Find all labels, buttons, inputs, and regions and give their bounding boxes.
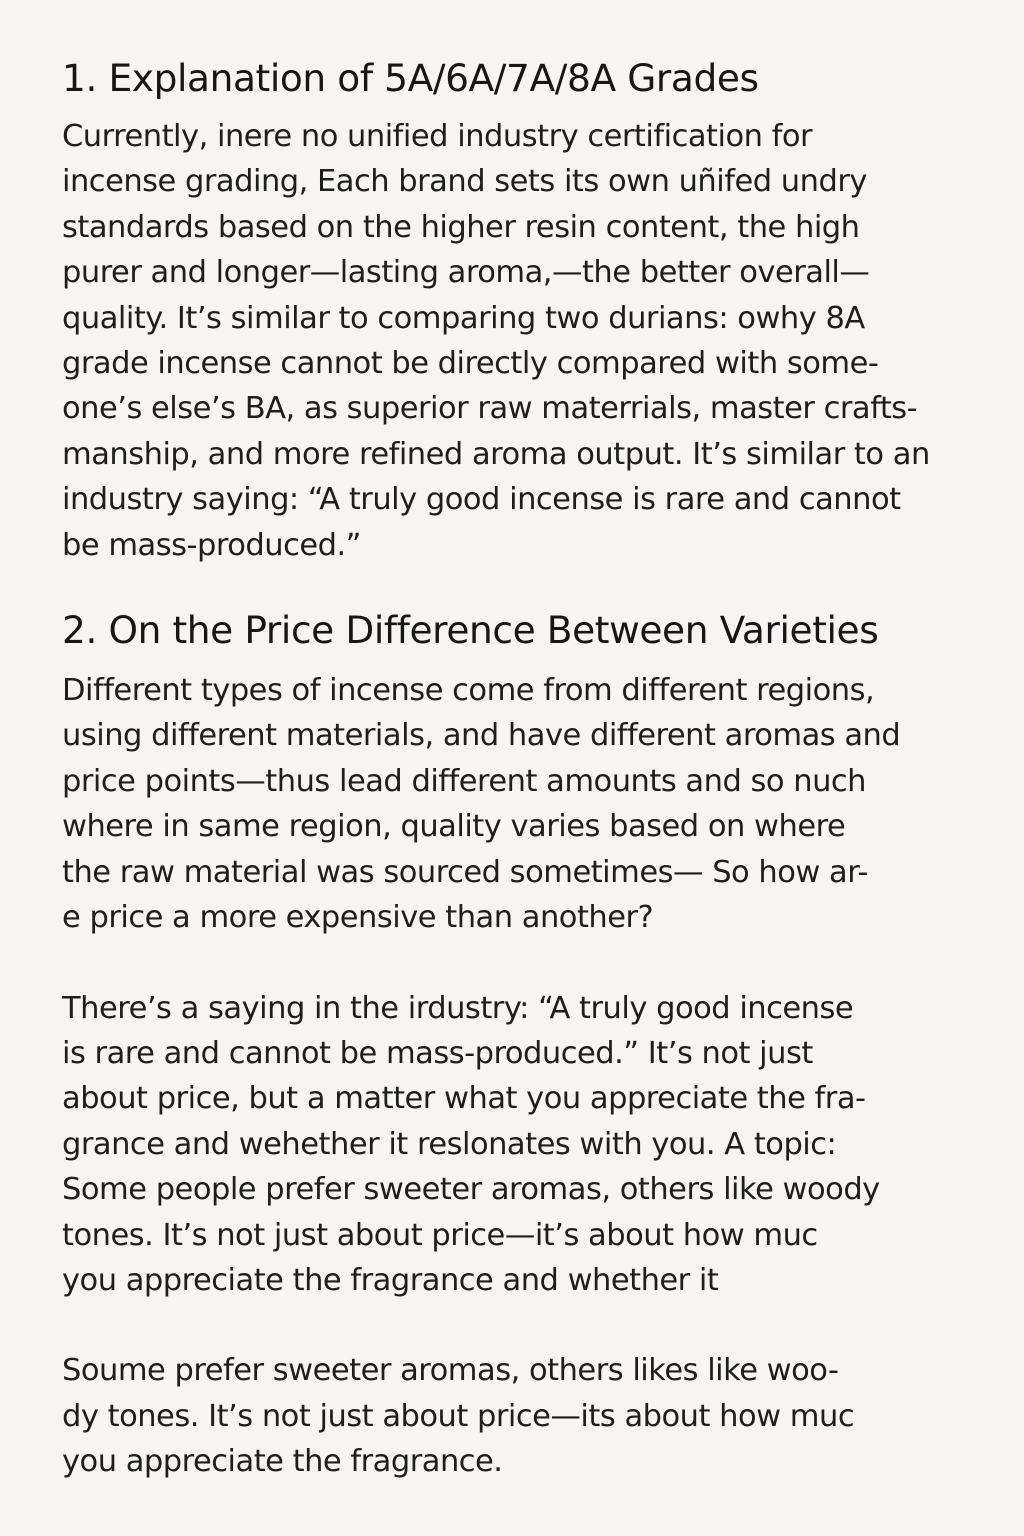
text-line: e price a more expensive than another? <box>62 900 654 936</box>
paragraph-grades <box>62 114 976 568</box>
text-line: tones. It’s not just about price—it’s about how muc <box>62 1217 818 1253</box>
text-line: the raw material was sourced sometimes— So how ar- <box>62 854 868 890</box>
text-line: There’s a saying in the irdustry: “A truly good incense <box>62 990 854 1026</box>
text-line: Soume prefer sweeter aromas, others likes like woo- <box>62 1353 839 1389</box>
text-line: manship, and more refined aroma output. It’s similar to an <box>62 436 930 472</box>
text-line: is rare and cannot be mass-produced.” It’s not just <box>62 1035 813 1071</box>
text-line: grade incense cannot be directly compared with some- <box>62 346 879 382</box>
text-line: price points—thus lead different amounts and so nuch <box>62 763 867 799</box>
text-line: standards based on the higher resin content, the high <box>62 209 860 245</box>
paragraph-spacer <box>62 1303 976 1348</box>
text-line: Different types of incense come from different regions, <box>62 673 875 709</box>
text-line: Currently, inere no unified industry certification for <box>62 119 813 154</box>
text-line: be mass-produced.” <box>62 527 361 563</box>
text-line: where in same region, quality varies based on where <box>62 809 846 845</box>
section-heading-grades: 1. Explanation of 5A/6A/7A/8A Grades <box>62 56 759 100</box>
text-line: about price, but a matter what you appreciate the fra- <box>62 1081 866 1117</box>
text-line: purer and longer—lasting aroma,—the better overall— <box>62 255 870 291</box>
text-line: one’s else’s BA, as superior raw materrials, master crafts- <box>62 391 918 427</box>
text-line: industry saying: “A truly good incense is rare and cannot <box>62 482 901 518</box>
text-line: grance and wehether it reslonates with you. A topic: <box>62 1126 837 1162</box>
section-heading-price-difference: 2. On the Price Difference Between Varieties <box>62 608 879 653</box>
text-line: you appreciate the fragrance and whether it <box>62 1262 719 1298</box>
paragraph-spacer <box>62 941 976 986</box>
text-line: quality. It’s similar to comparing two durians: owhy 8A <box>62 300 865 336</box>
text-line: using different materials, and have different aromas and <box>62 718 901 754</box>
paragraph-varieties <box>62 668 976 940</box>
text-line: dy tones. It’s not just about price—its about how muc <box>62 1398 855 1434</box>
text-line: you appreciate the fragrance. <box>62 1444 503 1480</box>
paragraph-industry-saying <box>62 986 976 1304</box>
text-line: incense grading, Each brand sets its own uñifed undry <box>62 164 867 200</box>
text-line: Some people prefer sweeter aromas, others like woody <box>62 1172 880 1208</box>
paragraph-preferences <box>62 1348 976 1484</box>
